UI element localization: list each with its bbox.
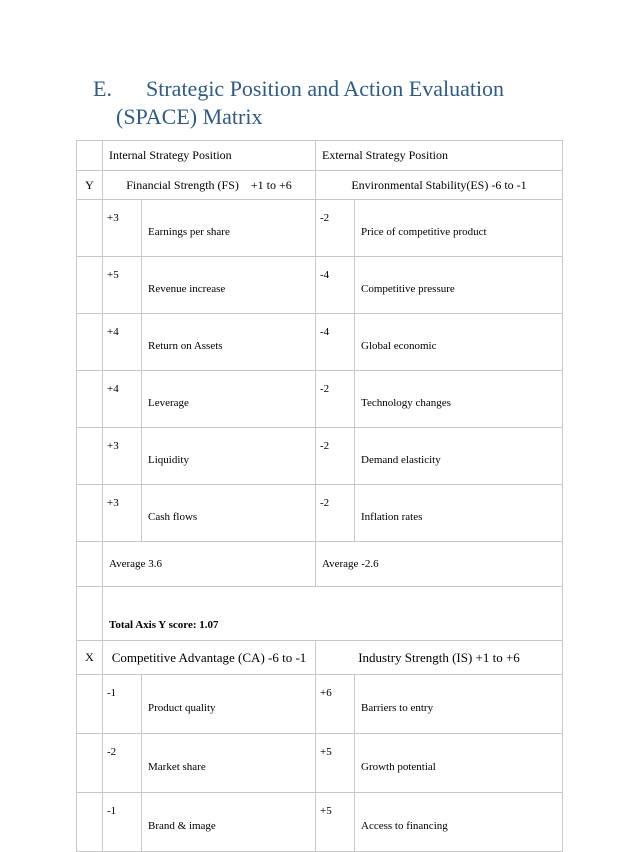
table-row [77,428,563,485]
x-axis-title-row [77,641,563,675]
industry-strength-title: Industry Strength (IS) +1 to +6 [316,641,563,675]
axis-spacer-cell [77,371,103,428]
es-factor: Price of competitive product [355,200,563,257]
axis-spacer-cell [77,200,103,257]
ca-factor: Market share [142,734,316,793]
financial-strength-title: Financial Strength (FS) +1 to +6 [103,171,316,200]
es-factor: Global economic [355,314,563,371]
ca-factor: Product quality [142,675,316,734]
x-axis-letter: X [77,641,103,675]
header-row [77,141,563,171]
axis-spacer-cell [77,314,103,371]
table-row [77,371,563,428]
es-factor: Demand elasticity [355,428,563,485]
table-row [77,257,563,314]
fs-factor: Earnings per share [142,200,316,257]
axis-spacer-cell [77,257,103,314]
fs-score: +5 [103,257,142,314]
es-factor: Competitive pressure [355,257,563,314]
fs-score: +4 [103,371,142,428]
axis-spacer-cell [77,542,103,587]
es-score: -2 [316,371,355,428]
es-average: Average -2.6 [316,542,563,587]
heading-letter: E. [93,76,112,101]
is-score: +5 [316,793,355,852]
total-axis-y-score: Total Axis Y score: 1.07 [103,587,563,641]
es-score: -2 [316,200,355,257]
axis-spacer-cell [77,485,103,542]
is-score: +6 [316,675,355,734]
y-axis-title-row [77,171,563,200]
es-score: -2 [316,485,355,542]
environmental-stability-title: Environmental Stability(ES) -6 to -1 [316,171,563,200]
table-row [77,734,563,793]
section-heading [93,75,563,131]
total-row [77,587,563,641]
competitive-advantage-title: Competitive Advantage (CA) -6 to -1 [103,641,316,675]
is-score: +5 [316,734,355,793]
heading-line-1 [93,75,563,103]
fs-score: +4 [103,314,142,371]
fs-factor: Liquidity [142,428,316,485]
axis-spacer-cell [77,793,103,852]
fs-average: Average 3.6 [103,542,316,587]
heading-title-part-1: Strategic Position and Action Evaluation [146,76,505,101]
axis-spacer-cell [77,587,103,641]
fs-factor: Leverage [142,371,316,428]
fs-score: +3 [103,428,142,485]
axis-spacer-cell [77,428,103,485]
fs-score: +3 [103,200,142,257]
es-factor: Technology changes [355,371,563,428]
axis-spacer-cell [77,734,103,793]
es-score: -4 [316,314,355,371]
is-factor: Growth potential [355,734,563,793]
internal-strategy-header: Internal Strategy Position [103,141,316,171]
ca-score: -1 [103,675,142,734]
external-strategy-header: External Strategy Position [316,141,563,171]
fs-factor: Cash flows [142,485,316,542]
fs-factor: Revenue increase [142,257,316,314]
table-row [77,675,563,734]
header-axis-cell [77,141,103,171]
table-row [77,793,563,852]
axis-spacer-cell [77,675,103,734]
ca-score: -1 [103,793,142,852]
heading-title-part-2: (SPACE) Matrix [116,104,263,129]
fs-score: +3 [103,485,142,542]
es-factor: Inflation rates [355,485,563,542]
is-factor: Access to financing [355,793,563,852]
table-row [77,485,563,542]
is-factor: Barriers to entry [355,675,563,734]
es-score: -4 [316,257,355,314]
table-row [77,200,563,257]
table-row [77,314,563,371]
average-row [77,542,563,587]
y-axis-letter: Y [77,171,103,200]
ca-score: -2 [103,734,142,793]
ca-factor: Brand & image [142,793,316,852]
space-matrix-table [76,140,563,852]
es-score: -2 [316,428,355,485]
fs-factor: Return on Assets [142,314,316,371]
